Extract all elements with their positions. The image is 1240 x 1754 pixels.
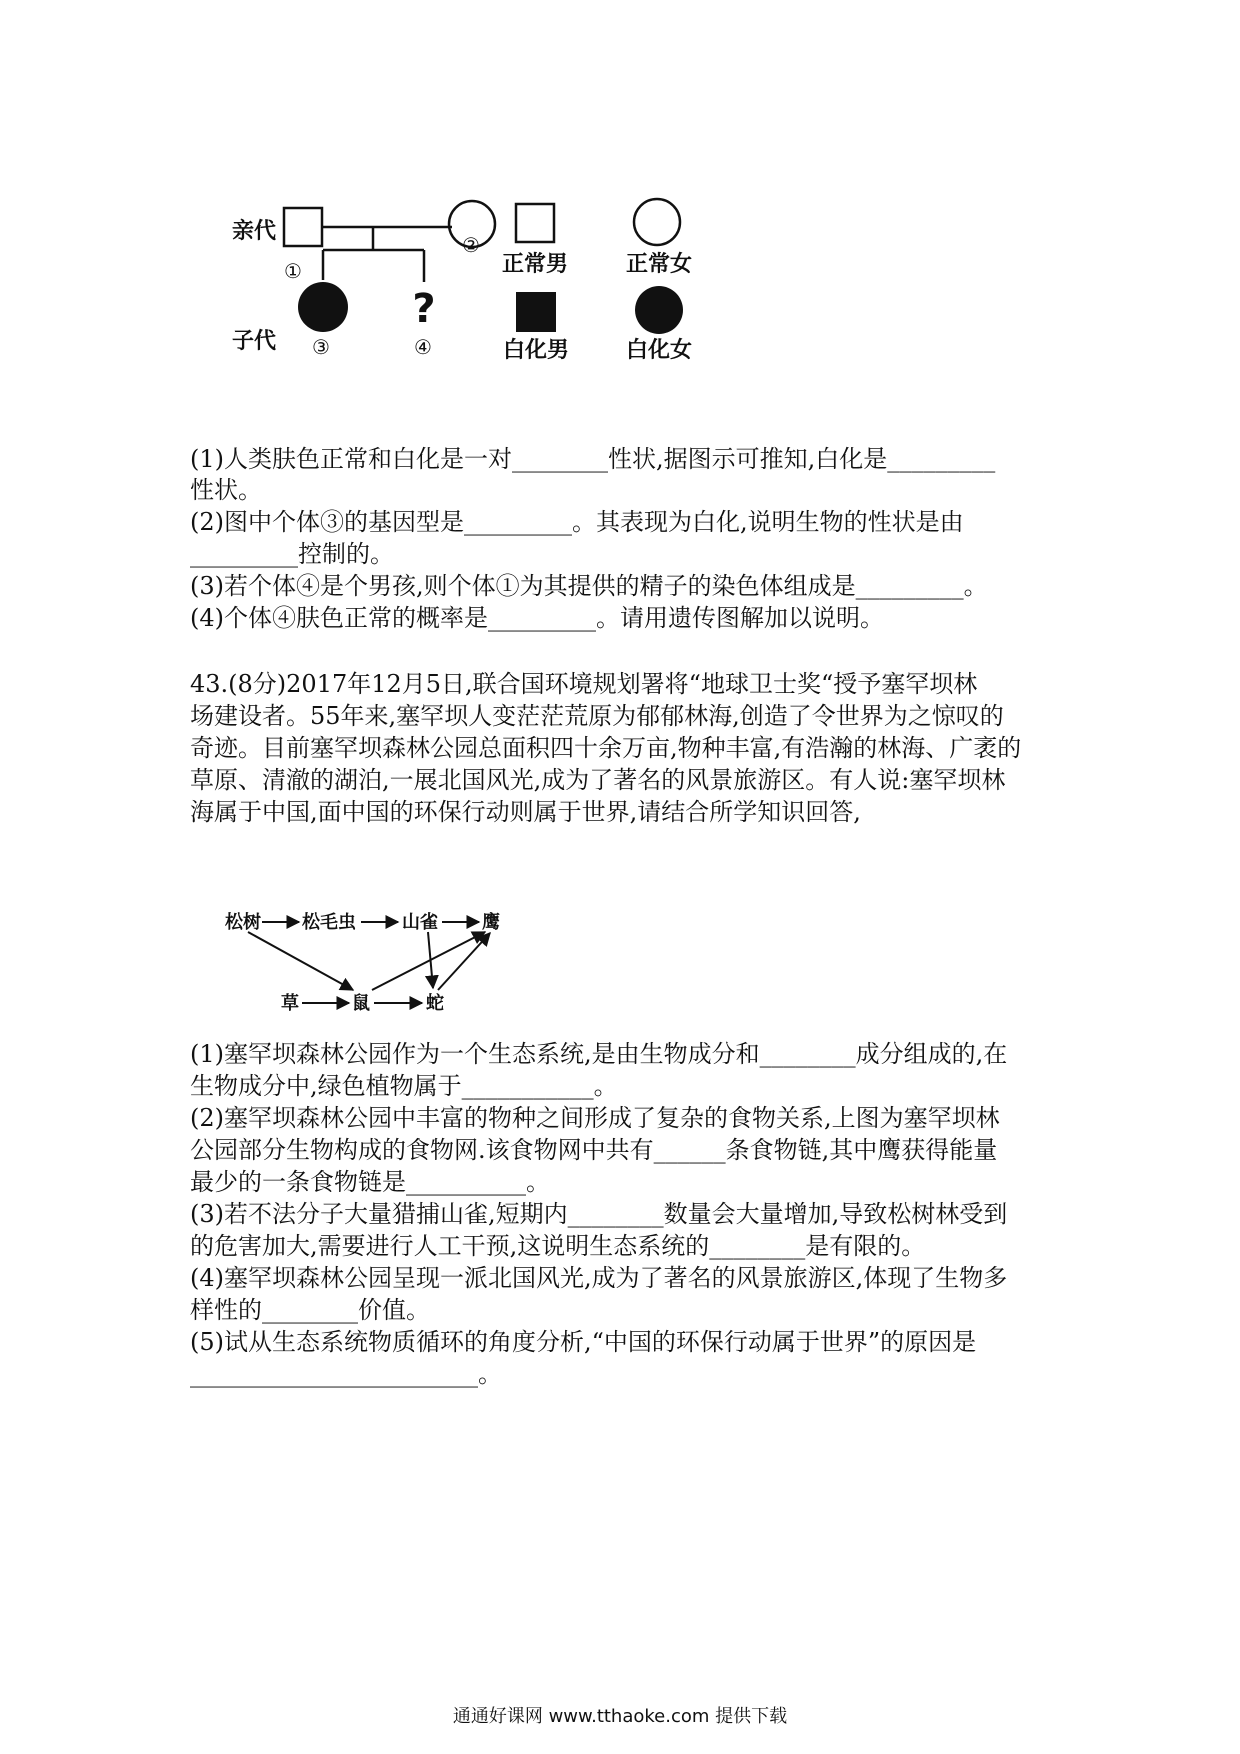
legend-normal-male-label: 正常男	[501, 252, 569, 277]
node-grass: 草	[281, 993, 299, 1014]
q43-line-8: (4)塞罕坝森林公园呈现一派北国风光,成为了著名的风景旅游区,体现了生物多	[190, 1264, 1008, 1292]
arrow-snake-eagle	[438, 933, 490, 990]
individual-3-label: ③	[312, 335, 330, 359]
q43-line-6: (3)若不法分子大量猎捕山雀,短期内________数量会大量增加,导致松树林受到	[190, 1200, 1008, 1228]
q43-line-5: 最少的一条食物链是__________。	[190, 1168, 550, 1196]
node-pine: 松树	[225, 912, 261, 933]
individual-1-label: ①	[284, 259, 302, 283]
q43-line-11: ________________________。	[190, 1360, 502, 1388]
q43-line-3: (2)塞罕坝森林公园中丰富的物种之间形成了复杂的食物关系,上图为塞罕坝林	[190, 1104, 1000, 1132]
q42-line-2: 性状。	[190, 476, 262, 504]
q43-line-10: (5)试从生态系统物质循环的角度分析,“中国的环保行动属于世界”的原因是	[190, 1328, 977, 1356]
q43-line-9: 样性的________价值。	[190, 1296, 430, 1324]
node-eagle: 鹰	[482, 912, 500, 933]
q42-line-3: (2)图中个体③的基因型是_________。其表现为白化,说明生物的性状是由	[190, 508, 964, 536]
node-caterpillar: 松毛虫	[302, 912, 356, 933]
q42-line-4: _________控制的。	[190, 540, 394, 568]
legend-normal-female-label: 正常女	[625, 252, 693, 277]
node-tit: 山雀	[402, 912, 438, 933]
q43-line-7: 的危害加大,需要进行人工干预,这说明生态系统的________是有限的。	[190, 1232, 926, 1260]
q43-intro-line-5: 海属于中国,面中国的环保行动则属于世界,请结合所学知识回答,	[190, 798, 861, 826]
arrow-pine-mouse	[248, 932, 353, 990]
page-footer: 通通好课网 www.tthaoke.com 提供下载	[452, 1706, 788, 1727]
individual-2-label: ②	[462, 233, 480, 257]
q43-line-2: 生物成分中,绿色植物属于___________。	[190, 1072, 618, 1100]
parent-generation-label: 亲代	[232, 219, 277, 244]
node-mouse: 鼠	[352, 993, 370, 1014]
q43-intro-line-2: 场建设者。55年来,塞罕坝人变茫茫荒原为郁郁林海,创造了令世界为之惊叹的	[190, 702, 1004, 730]
q43-intro-line-3: 奇迹。目前塞罕坝森林公园总面积四十余万亩,物种丰富,有浩瀚的林海、广袤的	[190, 734, 1022, 762]
q43-line-1: (1)塞罕坝森林公园作为一个生态系统,是由生物成分和________成分组成的,在	[190, 1040, 1008, 1068]
individual-4-unknown-mark: ?	[412, 286, 436, 332]
child-generation-label: 子代	[232, 329, 277, 354]
q42-line-6: (4)个体④肤色正常的概率是_________。请用遗传图解加以说明。	[190, 604, 884, 632]
q43-intro-line-4: 草原、清澈的湖泊,一展北国风光,成为了著名的风景旅游区。有人说:塞罕坝林	[190, 766, 1006, 794]
q42-line-5: (3)若个体④是个男孩,则个体①为其提供的精子的染色体组成是_________。	[190, 572, 988, 600]
q43-line-4: 公园部分生物构成的食物网.该食物网中共有______条食物链,其中鹰获得能量	[190, 1136, 998, 1164]
q43-intro-line-1: 43.(8分)2017年12月5日,联合国环境规划署将“地球卫士奖“授予塞罕坝林	[190, 670, 978, 698]
q42-line-1: (1)人类肤色正常和白化是一对________性状,据图示可推知,白化是_________	[190, 445, 996, 473]
individual-4-label: ④	[414, 335, 432, 359]
legend-albino-female-label: 白化女	[625, 338, 693, 363]
legend-albino-male-label: 白化男	[502, 338, 570, 363]
node-snake: 蛇	[426, 993, 444, 1014]
